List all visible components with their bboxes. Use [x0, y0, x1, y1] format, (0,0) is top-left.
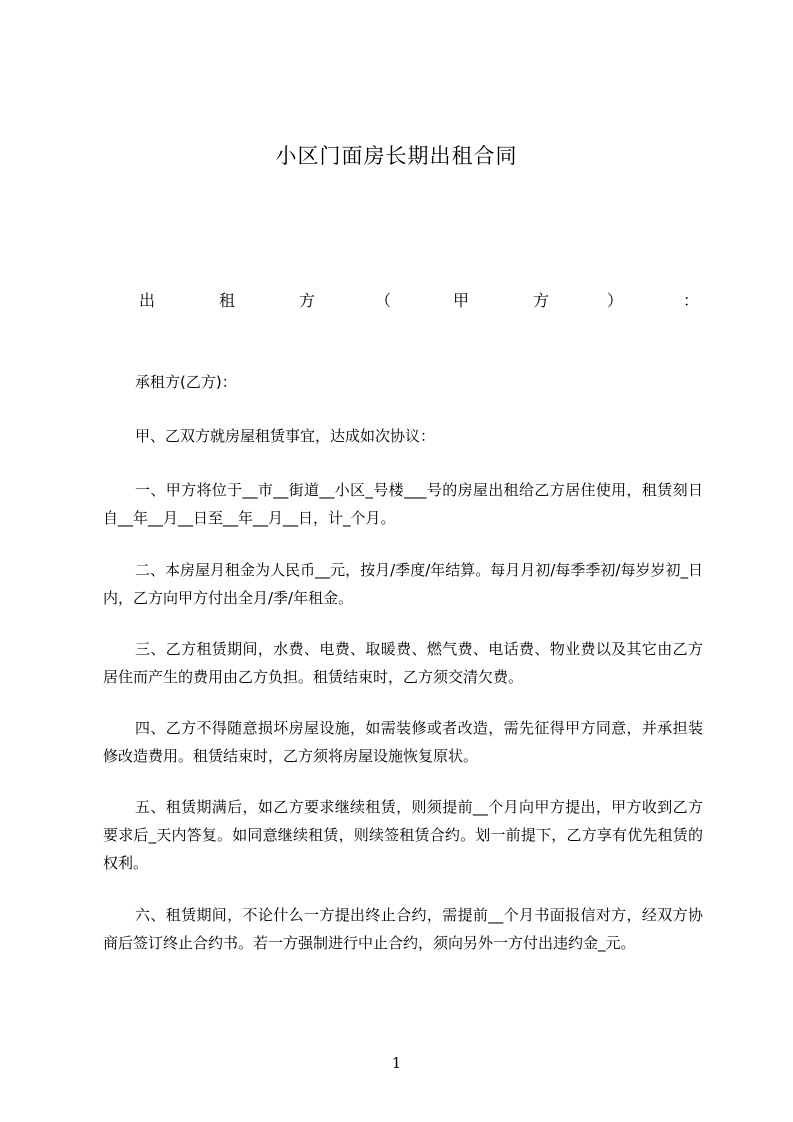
lessor-char: ：: [683, 291, 700, 310]
lessor-char: （: [375, 291, 392, 310]
lessor-char: 出: [139, 291, 156, 310]
page-number: 1: [391, 1054, 402, 1072]
lessor-char: 方: [299, 291, 316, 310]
clause-1: 一、甲方将位于__市__街道__小区_号楼___号的房屋出租给乙方居住使用，租赁刻日自__年__月__日至__年__月__日，计_个月。: [103, 481, 703, 527]
lessor-char: 甲: [453, 291, 470, 310]
lessor-line: [139, 288, 700, 314]
lessor-char: 租: [219, 291, 236, 310]
clause-6: 六、租赁期间，不论什么一方提出终止合约，需提前__个月书面报信对方，经双方协商后签订终止合约书。若一方强制进行中止合约，须向另外一方付出违约金_元。: [103, 906, 703, 952]
clause-4: 四、乙方不得随意损坏房屋设施，如需装修或者改造，需先征得甲方同意，并承担装修改造费用。租赁结束时，乙方须将房屋设施恢复原状。: [103, 719, 703, 765]
clause-3: 三、乙方租赁期间，水费、电费、取暖费、燃气费、电话费、物业费以及其它由乙方居住而产生的费用由乙方负担。租赁结束时，乙方须交清欠费。: [103, 640, 703, 686]
clause-2: 二、本房屋月租金为人民币__元，按月/季度/年结算。每月月初/每季季初/每岁岁初_日内，乙方向甲方付出全月/季/年租金。: [103, 561, 703, 607]
lessor-char: 方: [533, 291, 550, 310]
document-title: 小区门面房长期出租合同: [275, 144, 518, 168]
lessee-line: 承租方(乙方)：: [135, 373, 237, 391]
intro-paragraph: 甲、乙双方就房屋租赁事宜，达成如次协议：: [135, 427, 436, 445]
clause-5: 五、租赁期满后，如乙方要求继续租赁，则须提前__个月向甲方提出，甲方收到乙方要求后_天内答复。如同意继续租赁，则续签租赁合约。划一前提下，乙方享有优先租赁的权利。: [103, 798, 703, 872]
lessor-char: ）: [607, 291, 624, 310]
